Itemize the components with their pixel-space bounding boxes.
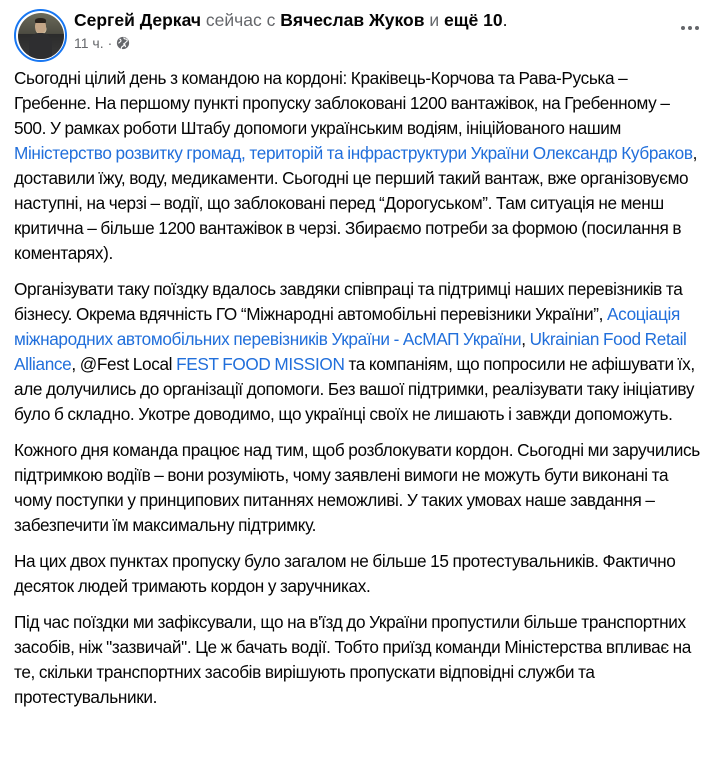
post-title-line (74, 9, 507, 31)
paragraph-5: Під час поїздки ми зафіксували, що на в'їзд до України пропустили більше транспортних засобів, ніж "зазвичай". Це ж бачать водії. Тобто приїзд команди Міністерства впливає на те, скільки транспортних засобів вирішують пропускати відповідні служби та протестувальники. (14, 612, 692, 707)
author-name[interactable]: Сергей Деркач (74, 10, 202, 30)
dot (681, 26, 685, 30)
text: та компаніям, що попросили не афішувати їх, але долучились до організації допомоги. Без вашої підтримки, реалізувати таку ініціативу було б складно. Укотре доводимо, що українці своїх не лишають і завжди допоможуть. (14, 354, 695, 424)
text: Організувати таку поїздку вдалось завдяки співпраці та підтримці наших перевізників та бізнесу. Окрема вдячність ГО “Міжнародні автомобільні перевізники України”, (14, 279, 683, 324)
ministry-link[interactable]: Міністерство розвитку громад, територій та інфраструктури України (14, 143, 529, 163)
avatar-body (29, 33, 52, 58)
text: , доставили їжу, воду, медикаменти. Сьогодні це перший такий вантаж, вже організовуємо наступні, на черзі – водії, що заблоковані перед “Дорогуськом”. Там ситуація не менш критична – більше 1200 вантажівок в черзі. Збираємо потреби за формою (посилання в коментарях). (14, 143, 698, 263)
globe-icon[interactable] (116, 36, 130, 50)
paragraph-4: На цих двох пунктах пропуску було загалом не більше 15 протестувальників. Фактично десяток людей тримають кордон у заручниках. (14, 551, 676, 596)
and-text: и (429, 10, 440, 30)
more-options-icon[interactable] (677, 22, 703, 34)
text: Сьогодні цілий день з командою на кордоні: Краківець-Корчова та Рава-Руська – Гребенне. На першому пункті пропуску заблоковані 1200 вантажівок, на Гребенному – 500. У рамках роботи Штабу допомоги українським водіям, ініційованого нашим (14, 68, 670, 138)
dot (688, 26, 692, 30)
paragraph-2 (14, 277, 703, 427)
avatar-hair (35, 18, 46, 23)
asmap-link[interactable]: Асоціація міжнародних автомобільних перевізників України - АсМАП України (14, 304, 680, 349)
post-body (0, 62, 717, 710)
dot (695, 26, 699, 30)
kubrakov-link[interactable]: Олександр Кубраков (532, 143, 693, 163)
avatar-photo (18, 13, 64, 59)
status-text: сейчас с (205, 10, 276, 30)
paragraph-3: Кожного дня команда працює над тим, щоб розблокувати кордон. Сьогодні ми заручились підтримкою водіїв – вони розуміють, чому заявлені вимоги не можуть бути виконані та чому поступки у принципових питаннях неможливі. У таких умовах наше завдання – забезпечити їм максимальну підтримку. (14, 440, 700, 535)
tagged-others[interactable]: ещё 10 (444, 10, 503, 30)
text: , @Fest Local (71, 354, 177, 374)
post-meta (74, 35, 130, 51)
ufra-link[interactable]: Ukrainian Food Retail Alliance (14, 329, 687, 374)
meta-separator: · (107, 35, 113, 51)
tagged-person[interactable]: Вячеслав Жуков (280, 10, 425, 30)
post-header (0, 0, 717, 62)
paragraph-1 (14, 66, 703, 266)
avatar[interactable] (14, 9, 67, 62)
text: , (521, 329, 530, 349)
post-time[interactable]: 11 ч. (74, 35, 104, 51)
fest-food-mission-link[interactable]: FEST FOOD MISSION (176, 354, 345, 374)
period: . (502, 10, 508, 30)
